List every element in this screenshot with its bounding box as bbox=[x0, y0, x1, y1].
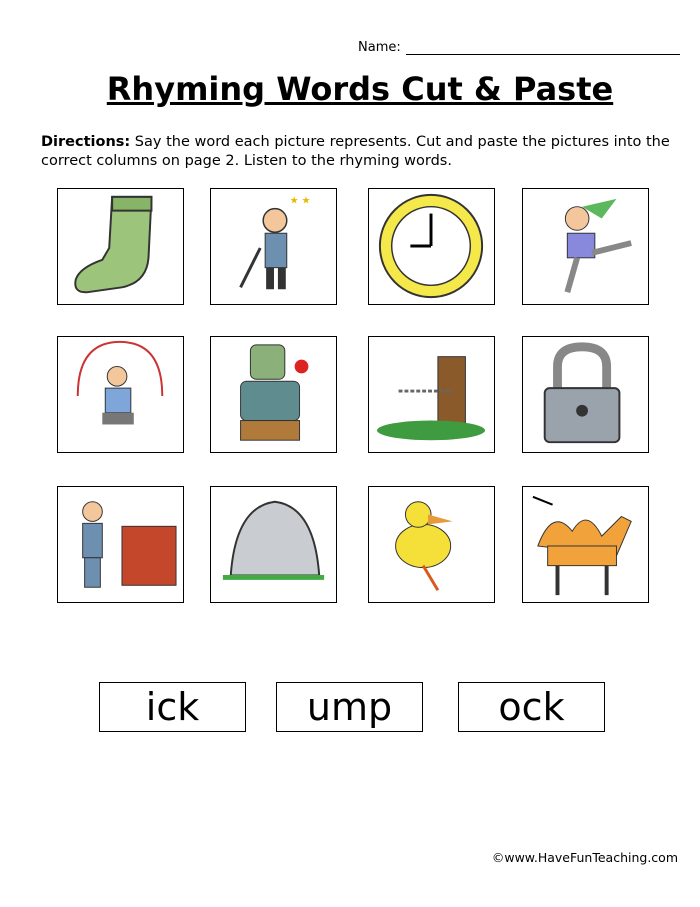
rock-icon bbox=[211, 487, 336, 602]
picture-hump[interactable] bbox=[522, 486, 649, 603]
clock-icon bbox=[369, 189, 494, 304]
picture-lock[interactable] bbox=[522, 336, 649, 453]
boy-with-bump-icon bbox=[211, 189, 336, 304]
monster-icon bbox=[211, 337, 336, 452]
kicking-man-icon bbox=[523, 189, 648, 304]
name-line[interactable] bbox=[406, 40, 680, 55]
picture-brick[interactable] bbox=[57, 486, 184, 603]
camel-icon bbox=[523, 487, 648, 602]
word-box-ock: ock bbox=[458, 682, 605, 732]
picture-rock[interactable] bbox=[210, 486, 337, 603]
bird-icon bbox=[369, 487, 494, 602]
directions-label: Directions: bbox=[41, 134, 131, 150]
word-box-ump: ump bbox=[276, 682, 423, 732]
jump-rope-icon bbox=[58, 337, 183, 452]
tree-stump-icon bbox=[369, 337, 494, 452]
picture-bump[interactable] bbox=[210, 188, 337, 305]
brick-wall-icon bbox=[58, 487, 183, 602]
picture-sick[interactable] bbox=[210, 336, 337, 453]
name-label: Name: bbox=[358, 40, 401, 55]
picture-chick[interactable] bbox=[368, 486, 495, 603]
picture-kick[interactable] bbox=[522, 188, 649, 305]
copyright: ©www.HaveFunTeaching.com bbox=[491, 850, 678, 865]
directions-text: Say the word each picture represents. Cut and paste the pictures into the correct columns on page 2. Listen to the rhyming words. bbox=[41, 134, 670, 169]
padlock-icon bbox=[523, 337, 648, 452]
word-box-ick: ick bbox=[99, 682, 246, 732]
sock-icon bbox=[58, 189, 183, 304]
name-field bbox=[358, 40, 680, 55]
picture-sock[interactable] bbox=[57, 188, 184, 305]
svg-text:★ ★: ★ ★ bbox=[289, 195, 311, 207]
picture-clock[interactable] bbox=[368, 188, 495, 305]
directions bbox=[41, 133, 691, 171]
picture-stump[interactable] bbox=[368, 336, 495, 453]
page-title: Rhyming Words Cut & Paste bbox=[106, 70, 614, 108]
picture-jump[interactable] bbox=[57, 336, 184, 453]
